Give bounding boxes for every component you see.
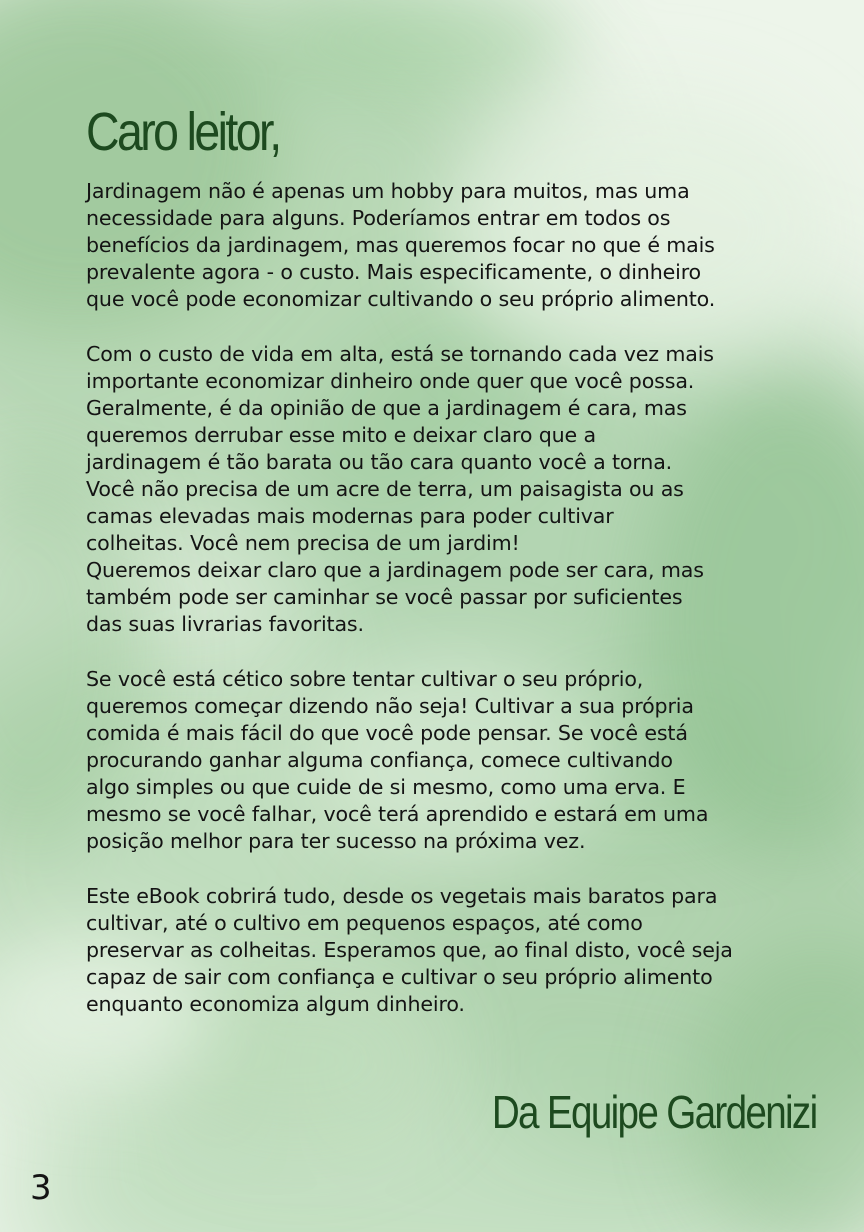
page-title: Caro leitor, bbox=[86, 102, 280, 162]
signature: Da Equipe Gardenizi bbox=[491, 1086, 816, 1138]
paragraph: Este eBook cobrirá tudo, desde os vegetais mais baratos para cultivar, até o cultivo em pequenos espaços, até como preservar as colheitas. Esperamos que, ao final disto, você seja capaz de sair com confiança e cultivar o seu próprio alimento enquanto economiza algum dinheiro. bbox=[86, 884, 733, 1016]
letter-body bbox=[86, 178, 826, 1046]
paragraph: Com o custo de vida em alta, está se tornando cada vez mais importante economizar dinheiro onde quer que você possa. Geralmente, é da opinião de que a jardinagem é cara, mas queremos derrubar esse mito e deixar claro que a jardinagem é tão barata ou tão cara quanto você a torna. Você não precisa de um acre de terra, um paisagista ou as camas elevadas mais modernas para poder cultivar colheitas. Você nem precisa de um jardim! Queremos deixar claro que a jardinagem pode ser cara, mas também pode ser caminhar se você passar por suficientes das suas livrarias favoritas. bbox=[86, 342, 714, 636]
page-number: 3 bbox=[30, 1168, 52, 1208]
paragraph: Se você está cético sobre tentar cultivar o seu próprio, queremos começar dizendo não seja! Cultivar a sua própria comida é mais fácil do que você pode pensar. Se você está procurando ganhar alguma confiança, comece cultivando algo simples ou que cuide de si mesmo, como uma erva. E mesmo se você falhar, você terá aprendido e estará em uma posição melhor para ter sucesso na próxima vez. bbox=[86, 667, 709, 853]
paragraph: Jardinagem não é apenas um hobby para muitos, mas uma necessidade para alguns. Poderíamos entrar em todos os benefícios da jardinagem, mas queremos focar no que é mais prevalente agora - o custo. Mais especificamente, o dinheiro que você pode economizar cultivando o seu próprio alimento. bbox=[86, 179, 716, 311]
